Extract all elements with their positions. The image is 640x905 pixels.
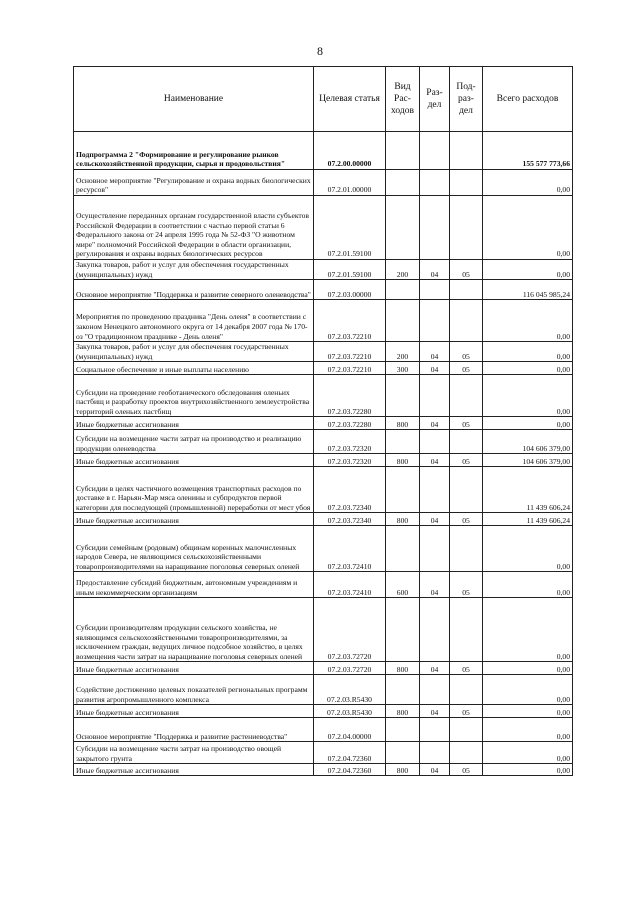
row-kind: [386, 430, 420, 454]
row-total: 0,00: [483, 598, 573, 662]
row-subsection: [450, 598, 483, 662]
row-section: [420, 375, 450, 417]
row-total: 0,00: [483, 526, 573, 572]
row-name: Иные бюджетные ассигнования: [74, 764, 314, 776]
row-kind: 300: [386, 362, 420, 375]
table-row: [74, 280, 573, 300]
row-target: 07.2.03.72210: [314, 300, 386, 342]
row-name: Субсидии на возмещение части затрат на производство овощей закрытого грунта: [74, 742, 314, 764]
row-kind: [386, 170, 420, 196]
row-kind: [386, 375, 420, 417]
row-section: [420, 526, 450, 572]
row-kind: [386, 196, 420, 260]
row-section: [420, 467, 450, 513]
row-target: 07.2.03.72280: [314, 375, 386, 417]
row-kind: [386, 467, 420, 513]
row-subsection: 05: [450, 764, 483, 776]
row-kind: [386, 742, 420, 764]
table-row: [74, 132, 573, 170]
table-row: [74, 718, 573, 742]
row-subsection: [450, 675, 483, 705]
row-name: Предоставление субсидий бюджетным, автономным учреждениям и иным некоммерческим организациям: [74, 572, 314, 598]
row-kind: [386, 280, 420, 300]
table-header-row: [74, 67, 573, 132]
row-total: 11 439 606,24: [483, 467, 573, 513]
row-subsection: [450, 170, 483, 196]
table-row: [74, 260, 573, 280]
row-total: 0,00: [483, 170, 573, 196]
table-row: [74, 662, 573, 675]
header-kind: Вид Рас- ходов: [386, 67, 420, 132]
row-name: Субсидии в целях частичного возмещения транспортных расходов по доставке в г. Нарьян-Мар мяса оленины и субпродуктов первой категории для последующей (промышленной) переработки от мест убоя: [74, 467, 314, 513]
row-total: 0,00: [483, 764, 573, 776]
row-section: [420, 196, 450, 260]
row-target: 07.2.03.72320: [314, 430, 386, 454]
row-kind: 800: [386, 662, 420, 675]
row-target: 07.2.00.00000: [314, 132, 386, 170]
row-section: [420, 280, 450, 300]
row-subsection: [450, 718, 483, 742]
row-kind: 200: [386, 260, 420, 280]
row-total: 0,00: [483, 375, 573, 417]
page-number: 8: [317, 44, 323, 58]
row-name: Основное мероприятие "Поддержка и развитие растениеводства": [74, 718, 314, 742]
row-section: 04: [420, 513, 450, 526]
row-name: Иные бюджетные ассигнования: [74, 705, 314, 718]
row-target: 07.2.03.72410: [314, 572, 386, 598]
row-total: 0,00: [483, 300, 573, 342]
row-name: Субсидии семейным (родовым) общинам коренных малочисленных народов Севера, не являющимся сельскохозяйственными товаропроизводителями на наращивание поголовья северных оленей: [74, 526, 314, 572]
row-kind: [386, 132, 420, 170]
row-target: 07.2.03.R5430: [314, 705, 386, 718]
row-section: 04: [420, 572, 450, 598]
table-row: [74, 196, 573, 260]
row-name: Иные бюджетные ассигнования: [74, 662, 314, 675]
row-total: 0,00: [483, 742, 573, 764]
row-name: Субсидии производителям продукции сельского хозяйства, не являющимся сельскохозяйственными товаропроизводителями, за исключением граждан, ведущих личное подсобное хозяйство, в целях возмещения части затрат на наращивание поголовья северных оленей: [74, 598, 314, 662]
row-kind: [386, 675, 420, 705]
table-row: [74, 454, 573, 467]
row-subsection: 05: [450, 362, 483, 375]
budget-table: [73, 66, 573, 776]
table-row: [74, 467, 573, 513]
row-target: 07.2.03.00000: [314, 280, 386, 300]
row-total: 0,00: [483, 362, 573, 375]
row-name: Подпрограмма 2 "Формирование и регулирование рынков сельскохозяйственной продукции, сырья и продовольствия": [74, 132, 314, 170]
row-subsection: [450, 132, 483, 170]
row-name: Субсидии на проведение геоботанического обследования оленьих пастбищ и разработку проектов внутрихозяйственного землеустройства территорий оленьих пастбищ: [74, 375, 314, 417]
row-name: Иные бюджетные ассигнования: [74, 454, 314, 467]
row-target: 07.2.03.72340: [314, 513, 386, 526]
header-name: Наименование: [74, 67, 314, 132]
table-row: [74, 300, 573, 342]
row-total: 0,00: [483, 718, 573, 742]
row-target: 07.2.04.72360: [314, 742, 386, 764]
header-total: Всего расходов: [483, 67, 573, 132]
row-kind: [386, 526, 420, 572]
table-row: [74, 170, 573, 196]
row-target: 07.2.03.72720: [314, 598, 386, 662]
row-subsection: [450, 300, 483, 342]
row-section: [420, 675, 450, 705]
table-row: [74, 342, 573, 362]
row-subsection: [450, 196, 483, 260]
row-total: 11 439 606,24: [483, 513, 573, 526]
row-section: [420, 742, 450, 764]
table-row: [74, 764, 573, 776]
row-section: 04: [420, 342, 450, 362]
row-target: 07.2.03.72410: [314, 526, 386, 572]
table-row: [74, 705, 573, 718]
row-name: Иные бюджетные ассигнования: [74, 417, 314, 430]
row-subsection: 05: [450, 662, 483, 675]
table-row: [74, 513, 573, 526]
row-section: 04: [420, 764, 450, 776]
row-section: [420, 300, 450, 342]
row-subsection: [450, 430, 483, 454]
row-subsection: 05: [450, 417, 483, 430]
row-name: Субсидии на возмещение части затрат на производство и реализацию продукции оленеводства: [74, 430, 314, 454]
row-target: 07.2.03.72340: [314, 467, 386, 513]
row-section: 04: [420, 260, 450, 280]
row-section: [420, 718, 450, 742]
row-total: 0,00: [483, 705, 573, 718]
row-target: 07.2.01.00000: [314, 170, 386, 196]
table-row: [74, 430, 573, 454]
row-kind: [386, 300, 420, 342]
row-kind: 800: [386, 764, 420, 776]
row-target: 07.2.01.59100: [314, 196, 386, 260]
row-name: Содействие достижению целевых показателей региональных программ развития агропромышленного комплекса: [74, 675, 314, 705]
row-subsection: 05: [450, 342, 483, 362]
row-section: 04: [420, 662, 450, 675]
header-section: Раз- дел: [420, 67, 450, 132]
row-subsection: 05: [450, 705, 483, 718]
row-subsection: 05: [450, 513, 483, 526]
row-target: 07.2.01.59100: [314, 260, 386, 280]
row-target: 07.2.04.00000: [314, 718, 386, 742]
row-total: 104 606 379,00: [483, 430, 573, 454]
table-row: [74, 742, 573, 764]
row-name: Иные бюджетные ассигнования: [74, 513, 314, 526]
row-kind: 800: [386, 705, 420, 718]
row-section: [420, 170, 450, 196]
row-total: 0,00: [483, 196, 573, 260]
row-subsection: 05: [450, 572, 483, 598]
header-target: Целевая статья: [314, 67, 386, 132]
row-name: Основное мероприятие "Регулирование и охрана водных биологических ресурсов": [74, 170, 314, 196]
row-section: [420, 132, 450, 170]
row-total: 0,00: [483, 417, 573, 430]
row-section: 04: [420, 705, 450, 718]
row-target: 07.2.03.72210: [314, 342, 386, 362]
row-section: [420, 430, 450, 454]
row-subsection: 05: [450, 260, 483, 280]
row-total: 0,00: [483, 260, 573, 280]
table-row: [74, 375, 573, 417]
row-total: 0,00: [483, 675, 573, 705]
row-section: 04: [420, 454, 450, 467]
row-target: 07.2.03.R5430: [314, 675, 386, 705]
row-kind: [386, 718, 420, 742]
row-kind: 200: [386, 342, 420, 362]
table-row: [74, 526, 573, 572]
row-name: Социальное обеспечение и иные выплаты населению: [74, 362, 314, 375]
row-subsection: [450, 742, 483, 764]
row-subsection: [450, 467, 483, 513]
row-total: 155 577 773,66: [483, 132, 573, 170]
row-target: 07.2.03.72320: [314, 454, 386, 467]
row-total: 116 045 985,24: [483, 280, 573, 300]
row-subsection: [450, 526, 483, 572]
table-row: [74, 675, 573, 705]
row-subsection: [450, 375, 483, 417]
row-kind: [386, 598, 420, 662]
table-row: [74, 572, 573, 598]
row-kind: 800: [386, 513, 420, 526]
row-section: [420, 598, 450, 662]
row-name: Мероприятия по проведению праздника "День оленя" в соответствии с законом Ненецкого автономного округа от 14 декабря 2007 года № 170-оз "О традиционном празднике - День оленя": [74, 300, 314, 342]
row-total: 104 606 379,00: [483, 454, 573, 467]
header-subsection: Под- раз- дел: [450, 67, 483, 132]
row-kind: 800: [386, 454, 420, 467]
row-subsection: [450, 280, 483, 300]
row-total: 0,00: [483, 572, 573, 598]
table-row: [74, 362, 573, 375]
row-target: 07.2.03.72280: [314, 417, 386, 430]
row-target: 07.2.03.72210: [314, 362, 386, 375]
table-row: [74, 417, 573, 430]
row-name: Осуществление переданных органам государственной власти субъектов Российской Федерации в соответствии с частью первой статьи 6 Федерального закона от 24 апреля 1995 года № 52-ФЗ "О животном мире" полномочий Российской Федерации в области организации, регулирования и охраны водных биологических ресурсов: [74, 196, 314, 260]
row-target: 07.2.03.72720: [314, 662, 386, 675]
row-kind: 600: [386, 572, 420, 598]
row-name: Закупка товаров, работ и услуг для обеспечения государственных (муниципальных) нужд: [74, 260, 314, 280]
row-total: 0,00: [483, 662, 573, 675]
row-target: 07.2.04.72360: [314, 764, 386, 776]
row-subsection: 05: [450, 454, 483, 467]
row-section: 04: [420, 417, 450, 430]
row-name: Основное мероприятие "Поддержка и развитие северного оленеводства": [74, 280, 314, 300]
row-kind: 800: [386, 417, 420, 430]
row-section: 04: [420, 362, 450, 375]
row-name: Закупка товаров, работ и услуг для обеспечения государственных (муниципальных) нужд: [74, 342, 314, 362]
table-row: [74, 598, 573, 662]
row-total: 0,00: [483, 342, 573, 362]
